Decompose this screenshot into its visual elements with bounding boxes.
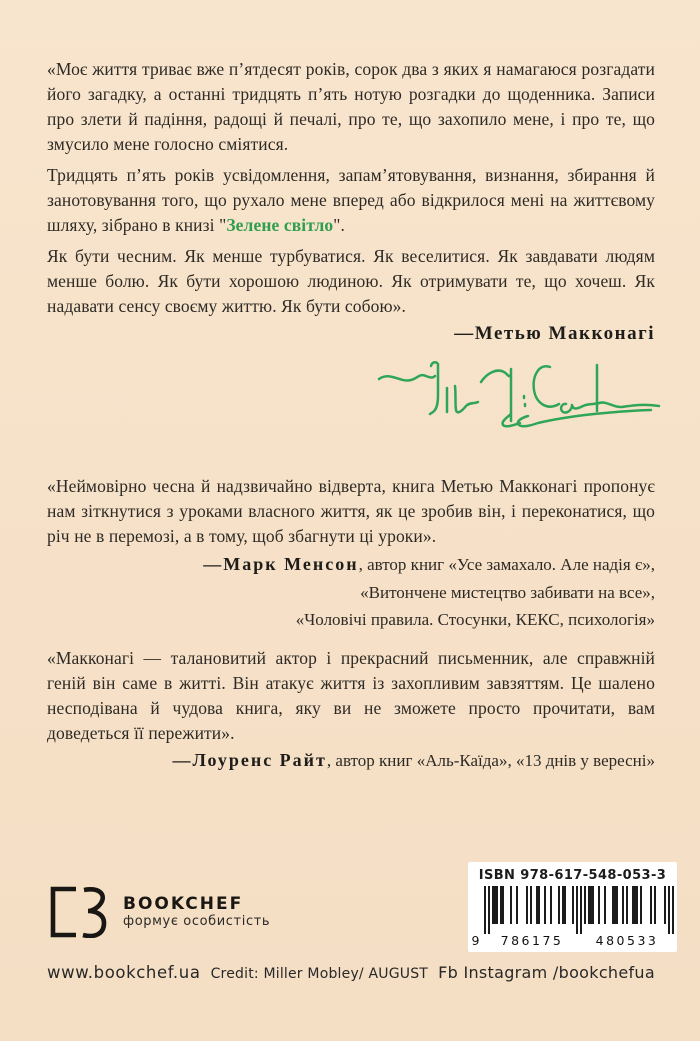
manson-attribution-line1 [47, 551, 655, 579]
publisher-name: BOOKCHEF [123, 894, 244, 914]
endorsement-wright-attribution [47, 750, 655, 771]
signature-icon [376, 353, 666, 448]
barcode-bars [471, 886, 675, 950]
bookchef-logo-icon [47, 886, 109, 938]
manson-suffix: , автор книг «Усе замахало. Але надія є», [358, 555, 655, 574]
isbn-barcode [468, 862, 677, 952]
barcode-bars-icon [484, 886, 674, 936]
barcode-digits [471, 933, 675, 948]
manson-attribution-line3: «Чоловічі правила. Стосунки, КЕКС, психологія» [295, 610, 655, 629]
photo-credit: Credit: Miller Mobley/ AUGUST [210, 966, 429, 982]
publisher-text [123, 895, 270, 929]
intro-paragraph-2-text: Тридцять п’ять років усвідомлення, запам’ятовування, визнання, збирання й занотовування того, що рухало мене вперед або відкрилося мені на життєвому шляху, зібрано в книзі " [47, 165, 655, 235]
intro-paragraph-1: «Моє життя триває вже п’ятдесят років, сорок два з яких я намагаюся розгадати його загадку, а останні тридцять п’ять нотую розгадки до щоденника. Записи про злети й падіння, радощі й печалі, про те, що захопило мене, і про те, що змусило мене голосно сміятися. [47, 59, 655, 154]
cover-footer [0, 963, 700, 982]
wright-suffix: , автор книг «Аль-Каїда», «13 днів у вересні» [326, 750, 655, 770]
intro-paragraph-3: Як бути чесним. Як менше турбуватися. Як веселитися. Як завдавати людям менше болю. Як бути хорошою людиною. Як отримувати те, що хочеш. Як надавати сенсу своєму життю. Як бути собою». [47, 246, 655, 316]
manson-attribution-line2: «Витончене мистецтво забивати на все», [360, 582, 655, 602]
intro-paragraph-2-closing: ". [333, 215, 345, 235]
endorsement-manson-attribution [47, 551, 655, 634]
barcode-digit-group1: 786175 [500, 933, 564, 948]
wright-name: —Лоуренс Райт [172, 749, 327, 770]
endorsement-wright-quote: «Макконагі — талановитий актор і прекрасний письменник, але справжній геній він саме в житті. Він атакує життя із захопливим завзяттям. Це шалено несподівана й чудова книга, яку ви не зможете просто прочитати, вам доведеться її пережити». [47, 647, 655, 743]
mcconaughey-signature [376, 353, 666, 448]
intro-paragraph-2 [47, 163, 655, 238]
social-handles[interactable]: Fb Instagram /bookchefua [438, 963, 655, 982]
book-title-greenlights: Зелене світло [226, 215, 334, 235]
publisher-tagline: формує особистість [123, 914, 271, 929]
manson-name: —Марк Менсон [203, 554, 359, 574]
barcode-digit-group2: 480533 [595, 933, 659, 948]
publisher-block [47, 886, 270, 938]
website-link[interactable]: www.bookchef.ua [47, 963, 201, 982]
endorsement-manson-quote: «Неймовірно чесна й надзвичайно відверта, книга Метью Макконагі пропонує нам зіткнутися з уроками власного життя, як це зробив він, і переконатися, що річ не в перемозі, а в тому, щоб збагнути ці уроки». [47, 476, 655, 546]
isbn-label: ISBN 978-617-548-053-3 [478, 868, 667, 883]
barcode-digit-lead: 9 [471, 933, 480, 948]
author-attribution-mcconaughey: —Метью Макконагі [454, 323, 655, 344]
